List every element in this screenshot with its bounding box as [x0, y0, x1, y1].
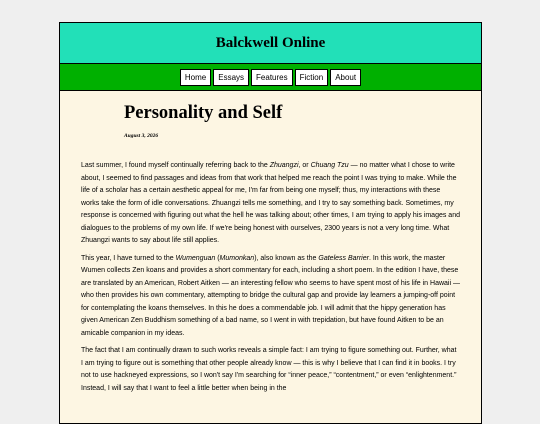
- nav-item-features[interactable]: Features: [251, 69, 293, 86]
- main-content: [60, 91, 481, 395]
- paragraph-text: (: [215, 254, 220, 262]
- paragraph-text: The fact that I am continually drawn to such works reveals a simple fact: I am trying to figure something out. Further, what I am trying to figure out is something that other people already know — this is why I believe that I can find it in books. I try not to use hackneyed expressions, so I won't say I'm searching for “inner peace,” “contentment,” or even “enlightenment.” Instead, I will say that I want to feel a little better when being in the: [81, 347, 457, 392]
- site-title[interactable]: Balckwell Online: [215, 34, 326, 51]
- main-nav: [60, 64, 481, 91]
- post-paragraph: [81, 253, 460, 341]
- page-container: [59, 22, 482, 424]
- post-title: Personality and Self: [124, 103, 283, 123]
- post-body: [81, 160, 460, 395]
- paragraph-text: , or: [298, 162, 311, 169]
- italic-title-text: Gateless Barrier: [318, 254, 369, 262]
- italic-title-text: Chuang Tzu: [310, 162, 349, 169]
- italic-title-text: Mumonkan: [219, 254, 255, 262]
- italic-title-text: Zhuangzi: [269, 162, 299, 169]
- post-paragraph: [81, 160, 460, 248]
- nav-item-about[interactable]: About: [330, 69, 361, 86]
- site-header: [60, 23, 481, 64]
- paragraph-text: . In this work, the master Wumen collects Zen koans and provides a short commentary for each, including a short poem. In the edition I have, these are translated by an American, Robert Aitken — an interesting fellow who seems to have spent most of his life in Hawaii — who then provides his own commentary, attempting to bridge the cultural gap and provide lay learners a jumping-off point for contemplating the koans themselves. In this he does a commendable job. I will admit that the hippy generation has given American Zen Buddhism something of a bad name, so I went in with trepidation, but have found Aitken to be an amicable companion in my ideas.: [81, 254, 460, 337]
- paragraph-text: This year, I have turned to the: [81, 254, 176, 262]
- paragraph-text: — no matter what I chose to write about, I seemed to find passages and ideas from that work that helped me reach the point I was trying to make. While the life of a scholar has a certain aesthetic appeal for me, I'm far from being one myself; thus, my interactions with these works take the form of idle conversations. Zhuangzi tells me something, and I try to say something back. Sometimes, my response is concerned with figuring out what the hell he was talking about; other times, I am trying to apply his images and dialogues to the problems of my own life. If we're being honest with ourselves, 2300 years is not a very long time. What Zhuangzi wants to say about life still applies.: [81, 162, 460, 244]
- nav-item-essays[interactable]: Essays: [213, 69, 249, 86]
- paragraph-text: Last summer, I found myself continually referring back to the: [81, 162, 270, 169]
- paragraph-text: ), also known as the: [254, 254, 319, 262]
- nav-item-home[interactable]: Home: [180, 69, 211, 86]
- post-paragraph: [81, 345, 460, 395]
- italic-title-text: Wumenguan: [175, 254, 216, 262]
- nav-item-fiction[interactable]: Fiction: [295, 69, 329, 86]
- post-date: August 3, 2026: [124, 133, 159, 139]
